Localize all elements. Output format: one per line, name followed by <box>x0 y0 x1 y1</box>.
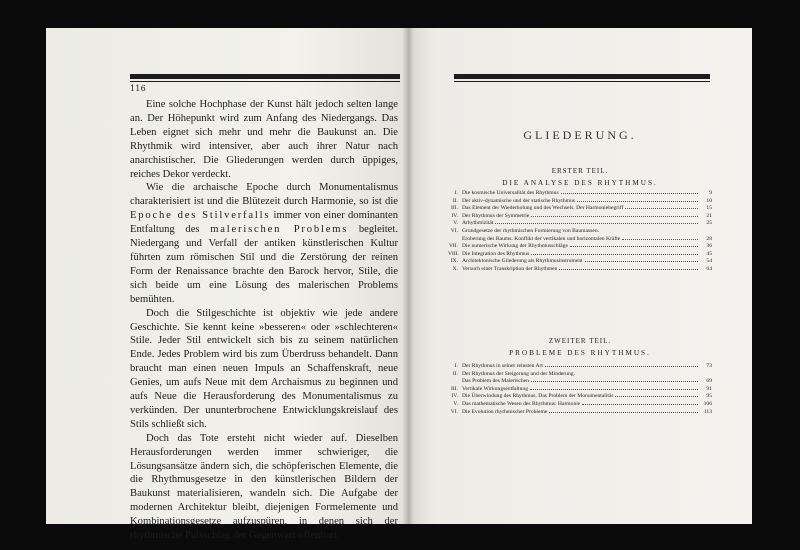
text-run: Wie die archaische Epoche durch Monumentalismus charakterisiert ist und die Blütezeit durch Harmonie, so ist die <box>130 182 398 208</box>
toc-entry-label: Architektonische Gliederung als Rhythmusinstrument <box>462 258 583 265</box>
toc-leader-dots <box>530 389 698 390</box>
toc-entry-label: Das Element der Wiederholung und des Wechsels. Der Harmoniebegriff <box>462 205 624 212</box>
toc-page-number: 64 <box>706 265 712 272</box>
toc-leader-dots <box>531 216 698 217</box>
toc-entry-label: Das Problem des Malerischen <box>462 378 529 385</box>
toc-page-number: 91 <box>706 385 712 392</box>
toc-page-number: 113 <box>703 408 712 415</box>
toc-leader-dots <box>495 223 698 224</box>
toc-leader-dots <box>531 254 698 255</box>
spaced-emphasis: malerischen Problems <box>210 224 349 236</box>
toc-entry-label: Vertikale Wirkungsentfaltung <box>462 385 529 392</box>
toc-entry-number: II. <box>452 197 458 204</box>
toc-leader-dots <box>545 366 698 367</box>
toc-entry-number: III. <box>451 385 458 392</box>
toc-entry-label: Arhythmizität <box>462 220 494 227</box>
toc-entry-number: IX. <box>450 258 458 265</box>
section-number: ERSTER TEIL. <box>551 167 609 175</box>
toc-list <box>448 363 712 416</box>
toc-entry-label: Die Evolution rhythmischer Probleme <box>462 408 548 415</box>
toc-page-number: 9 <box>709 190 712 196</box>
toc-leader-dots <box>582 404 698 405</box>
toc-entry <box>448 393 712 401</box>
toc-leader-dots <box>622 239 698 240</box>
toc-entry-number: V. <box>453 220 458 227</box>
toc-entry <box>448 190 712 198</box>
toc-entry-label: Der Rhythmus der Symmetrie <box>462 212 530 219</box>
toc-entry <box>448 401 712 409</box>
toc-entry <box>448 409 712 417</box>
spaced-emphasis: Epoche des Stilverfalls <box>130 210 271 222</box>
toc-entry-label: Das mathematische Wesen des Rhythmus: Harmonie <box>462 400 581 407</box>
toc-entry <box>448 251 712 259</box>
toc-entry-number: VI. <box>450 408 458 415</box>
text-run: Doch das Tote ersteht nicht wieder auf. Dieselben Herausforderungen werden immer schwieriger, die Lösungsansätze ändern sich, die schöpferischen Elemente, die die Rhythmusgesetze in den künstlerischen Bildern der Baukunst materialisieren, wandeln sich. Die Aufgabe der modernen Architektur bleibt, diejenigen Formelemente und Kombinationsgesetze aufzuspüren, in denen sich der rhythmische Pulsschlag der Gegenwart offenbart. <box>130 432 398 542</box>
toc-leader-dots <box>549 412 698 413</box>
toc-page-number: 106 <box>703 400 712 407</box>
page-number: 116 <box>130 84 146 93</box>
header-rule-thick <box>454 74 710 79</box>
toc-page-number: 45 <box>706 250 712 257</box>
toc-entry-number: VI. <box>450 227 458 234</box>
toc-entry <box>448 205 712 213</box>
toc-entry-label: Die Integration des Rhythmus <box>462 250 530 257</box>
text-run: Doch die Stilgeschichte ist objektiv wie jede andere Geschichte. Sie kennt keine »besseren« oder »schlechteren« Stile. Jeder Stil entwickelt sich bis zu seinem natürlichen Ende. Jedes Problem wird bis zum Überdruss behandelt. Dann braucht man einen neuen Impuls an Schaffenskraft, neue Genies, um aufs Neue mit dem Archaismus zu beginnen und aufs Neue die Herausforderung des Monumentalismus zu verkünden. Der ununterbrochene Entwicklungskreislauf des Stils schließt sich. <box>130 307 398 430</box>
section-heading <box>408 167 752 187</box>
text-run: immer von einer dominanten Entfaltung des <box>130 210 399 236</box>
body-text <box>130 98 398 543</box>
toc-entry <box>448 220 712 228</box>
text-run: Eine solche Hochphase der Kunst hält jedoch selten lange an. Der Höhepunkt wird zum Anfang des Niedergangs. Das Leben eignet sich mehr und mehr die Baukunst an. Die Rhythmik wird intensiver, aber auch ihrer Natur nach anarchistischer. Die Gliederungen werden durch üppiges, reiches Dekor verdeckt. <box>130 99 398 180</box>
header-rule-thick <box>130 74 400 79</box>
toc-entry-number: VIII. <box>448 250 460 257</box>
toc-entry-label: Versuch einer Transkription der Rhythmen <box>462 265 558 272</box>
toc-entry-label: Der aktiv-dynamische und der statische Rhythmus <box>462 197 575 204</box>
toc-page-number: 36 <box>706 243 712 250</box>
toc-entry-number: IV. <box>451 393 458 400</box>
toc-leader-dots <box>561 193 698 194</box>
toc-page-number: 54 <box>706 258 712 265</box>
toc-entry-number: V. <box>453 400 458 407</box>
toc-entry-number: VII. <box>448 243 458 250</box>
toc-entry-label: Grundgesetze der rhythmischen Formierung von Baumassen. <box>462 227 600 234</box>
book-gutter <box>402 28 414 524</box>
toc-entry <box>448 371 712 386</box>
text-run: begleitet. Niedergang und Verfall der antiken künstlerischen Kultur führten zum römischen Stil und die Zerstörung der reinen Form der Renaissance brachte den Barock hervor, Stile, die sich beide um eine Lösung des malerischen Problems bemühten. <box>130 224 398 305</box>
toc-entry-label: Der Rhythmus der Steigerung und der Minderung. <box>462 370 575 377</box>
toc-page-number: 15 <box>706 205 712 212</box>
toc-entry <box>448 213 712 221</box>
toc-page-number: 25 <box>706 220 712 227</box>
toc-leader-dots <box>559 269 698 270</box>
toc-entry <box>448 363 712 371</box>
toc-entry-number: II. <box>452 370 458 377</box>
body-paragraph <box>130 98 398 181</box>
toc-entry <box>448 228 712 243</box>
body-paragraph <box>130 181 398 306</box>
toc-entry-number: I. <box>454 190 458 196</box>
toc-leader-dots <box>570 246 698 247</box>
toc-page-number: 28 <box>706 235 712 242</box>
toc-page-number: 10 <box>706 197 712 204</box>
toc-entry-label: Die numerische Wirkung der Rhythmusschläge <box>462 243 568 250</box>
toc-entry-label: Die Überwindung des Rhythmus. Das Problem der Monumentalität <box>462 393 614 400</box>
toc-entry-number: I. <box>454 363 458 369</box>
body-paragraph <box>130 432 398 543</box>
open-book <box>46 28 752 542</box>
toc-entry-label: Der Rhythmus in seiner reinsten Art <box>462 363 543 369</box>
toc-page-number: 73 <box>706 363 712 369</box>
toc-page-number: 95 <box>706 393 712 400</box>
toc-title: GLIEDERUNG. <box>523 128 637 142</box>
section-number: ZWEITER TEIL. <box>548 337 612 345</box>
section-heading <box>408 337 752 357</box>
toc-leader-dots <box>577 201 698 202</box>
toc-entry-number: X. <box>452 265 458 272</box>
toc-leader-dots <box>585 261 698 262</box>
toc-leader-dots <box>625 208 698 209</box>
header-rule-thin <box>454 81 710 82</box>
toc-page-number: 69 <box>706 378 712 385</box>
toc-entry <box>448 243 712 251</box>
toc-entry <box>448 258 712 266</box>
right-page <box>408 28 752 524</box>
toc-list <box>448 190 712 274</box>
left-page <box>46 28 408 542</box>
body-paragraph <box>130 307 398 432</box>
toc-entry <box>448 266 712 274</box>
toc-leader-dots <box>615 396 698 397</box>
toc-entry-number: III. <box>451 205 458 212</box>
toc-leader-dots <box>531 381 698 382</box>
section-title: DIE ANALYSE DES RHYTHMUS. <box>502 179 658 187</box>
toc-entry-label: Die kosmische Universalität des Rhythmus <box>462 190 559 196</box>
toc-entry-number: IV. <box>451 212 458 219</box>
toc-page-number: 21 <box>706 212 712 219</box>
section-title: PROBLEME DES RHYTHMUS. <box>509 349 651 357</box>
toc-entry-label: Eroberung des Raums. Konflikt der vertikalen und horizontalen Kräfte <box>462 235 621 242</box>
header-rule-thin <box>130 81 400 82</box>
